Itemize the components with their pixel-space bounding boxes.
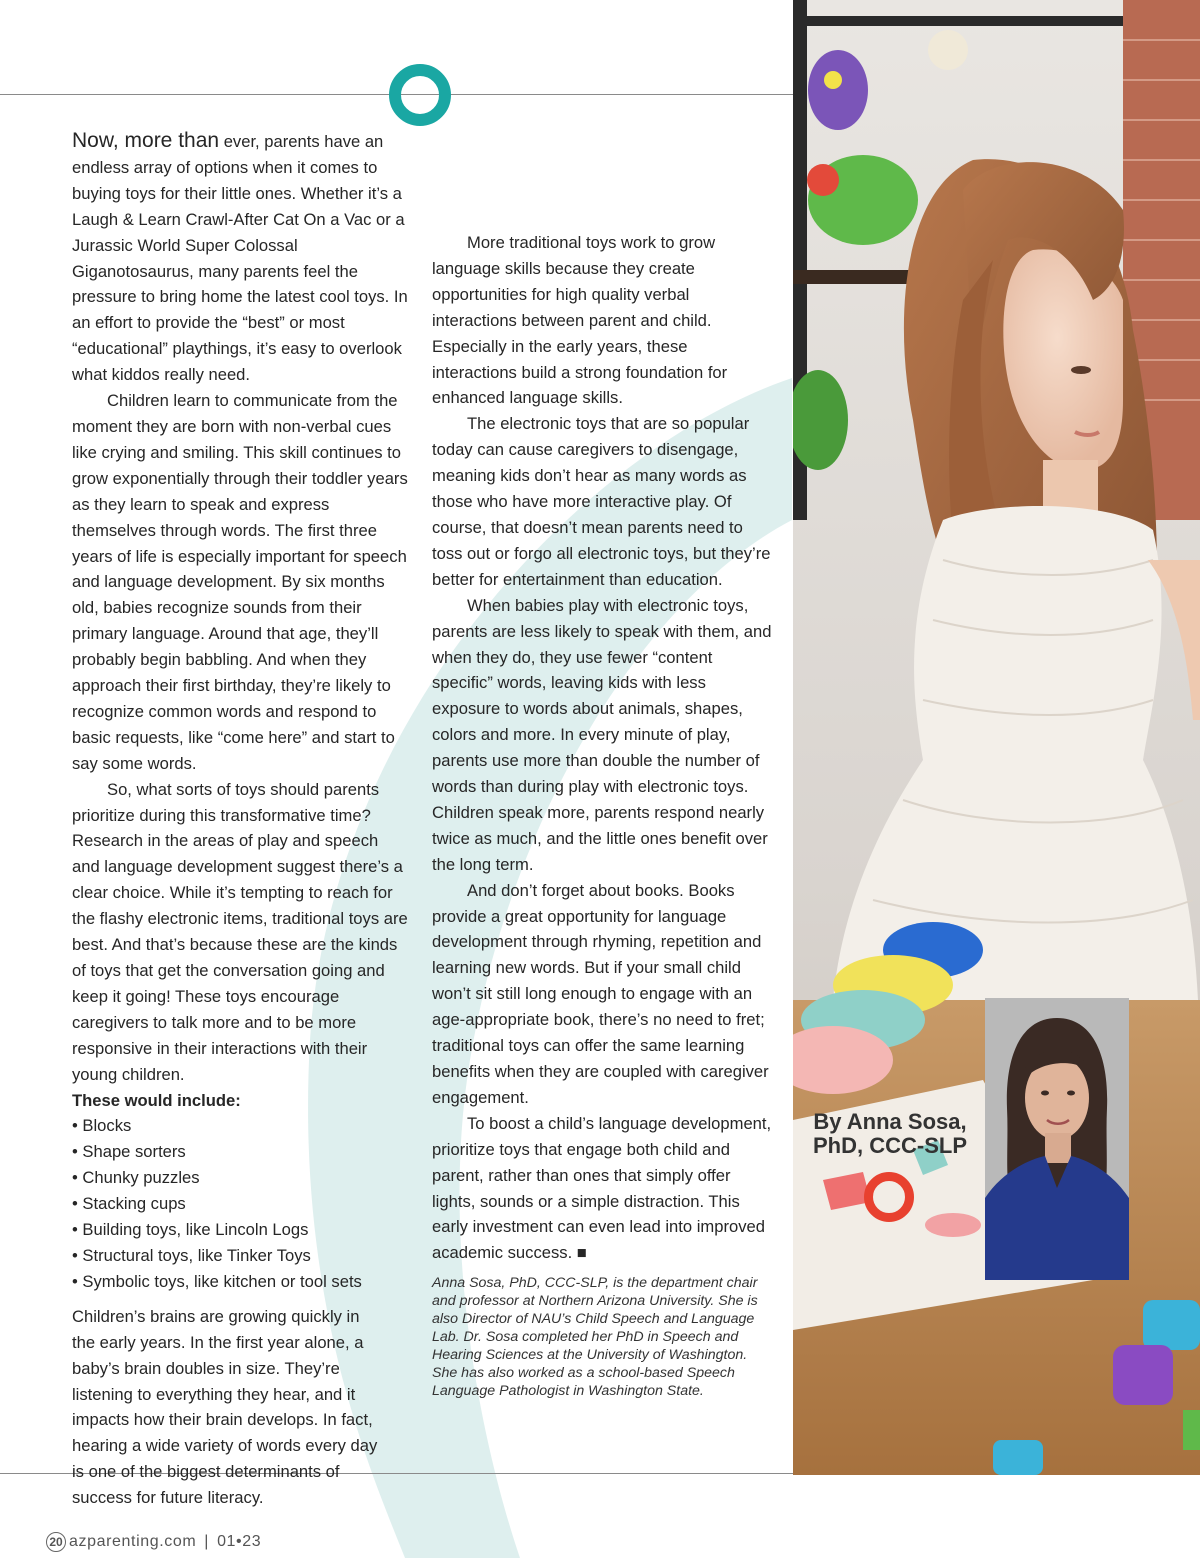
page-number: 20: [46, 1532, 66, 1552]
paragraph-7: When babies play with electronic toys, parents are less likely to speak with them, and when they do, they use fewer “content specific” words, leaving kids with less exposure to words about animals, shapes, colors and more. In every minute of play, parents use more than double the number of words than during play with electronic toys. Children speak more, parents respond nearly twice as much, and the little ones benefit over the long term.: [432, 595, 772, 874]
list-item: • Shape sorters: [72, 1142, 186, 1162]
lede-opening: Now, more than: [72, 129, 220, 152]
page-footer: [46, 1532, 261, 1552]
article-column-1: [72, 128, 410, 1511]
paragraph-5: More traditional toys work to grow language skills because they create opportunities for high quality verbal interactions between parent and child. Especially in the early years, these interactions build a strong foundation for enhanced language skills.: [432, 233, 728, 408]
byline-name: By Anna Sosa,: [813, 1109, 967, 1134]
byline-credentials: PhD, CCC-SLP: [813, 1133, 967, 1158]
author-headshot-photo: [985, 998, 1129, 1280]
teal-ring-ornament: [389, 64, 451, 126]
list-item: • Chunky puzzles: [72, 1168, 200, 1188]
footer-separator: |: [204, 1533, 210, 1550]
red-ring-ornament: [864, 1172, 914, 1222]
list-item: • Stacking cups: [72, 1194, 186, 1214]
list-item: • Symbolic toys, like kitchen or tool sets: [72, 1271, 362, 1291]
list-heading: These would include:: [72, 1090, 241, 1110]
author-bio: Anna Sosa, PhD, CCC-SLP, is the department chair and professor at Northern Arizona University. She is also Director of NAU’s Child Speech and Language Lab. Dr. Sosa completed her PhD in Speech and Hearing Sciences at the University of Washington. She has also worked as a school-based Speech Language Pathologist in Washington State.: [432, 1275, 758, 1399]
footer-issue-date: 01•23: [217, 1533, 262, 1550]
paragraph-9: To boost a child’s language development, prioritize toys that engage both child and parent, rather than ones that simply offer lights, sounds or a simple distraction. This early investment can even lead into improved academic success. ■: [432, 1113, 772, 1263]
article-column-2: [432, 126, 772, 1401]
lede-paragraph: [72, 128, 410, 388]
toy-list: [72, 1113, 410, 1294]
paragraph-6: The electronic toys that are so popular today can cause caregivers to disengage, meaning kids don’t hear as many words as those who have more interactive play. Of course, that doesn’t mean parents need to toss out or forgo all electronic toys, but they’re better for entertainment than education.: [432, 414, 771, 589]
lede-text: ever, parents have an endless array of options when it comes to buying toys for their little ones. Whether it’s a Laugh & Learn Crawl-After Cat On a Vac or a Jurassic World Super Colossal Giganotosaurus, many parents feel the pressure to bring home the latest cool toys. In an effort to provide the “best” or most “educational” playthings, it’s easy to overlook what kiddos really need.: [72, 132, 408, 385]
list-item: • Structural toys, like Tinker Toys: [72, 1245, 311, 1265]
footer-site-link[interactable]: azparenting.com: [69, 1533, 197, 1550]
paragraph-4: Children’s brains are growing quickly in the early years. In the first year alone, a baby’s brain doubles in size. They’re listening to everything they hear, and it impacts how their brain develops. In fact, hearing a wide variety of words every day is one of the biggest determinants of success for future literacy.: [72, 1306, 378, 1508]
paragraph-3: So, what sorts of toys should parents prioritize during this transformative time? Research in the areas of play and speech and language development suggest there’s a clear choice. While it’s tempting to reach for the flashy electronic items, traditional toys are best. And that’s because these are the kinds of toys that get the conversation going and keep it going! These toys encourage caregivers to talk more and to be more responsive in their interactions with their young children.: [72, 779, 408, 1084]
author-byline: [800, 1110, 980, 1158]
list-item: • Building toys, like Lincoln Logs: [72, 1220, 309, 1240]
list-item: • Blocks: [72, 1116, 132, 1136]
paragraph-2: Children learn to communicate from the moment they are born with non-verbal cues like crying and smiling. This skill continues to grow exponentially through their toddler years as they learn to speak and express themselves through words. The first three years of life is especially important for speech and language development. By six months old, babies recognize sounds from their primary language. Around that age, they’ll probably begin babbling. And when they approach their first birthday, they’re likely to recognize common words and respond to basic requests, like “come here” and start to say some words.: [72, 391, 408, 773]
paragraph-8: And don’t forget about books. Books provide a great opportunity for language development through rhyming, repetition and learning new words. But if your small child won’t sit still long enough to engage with an age-appropriate book, there’s no need to fret; traditional toys can offer the same learning benefits when they are coupled with caregiver engagement.: [432, 880, 769, 1107]
